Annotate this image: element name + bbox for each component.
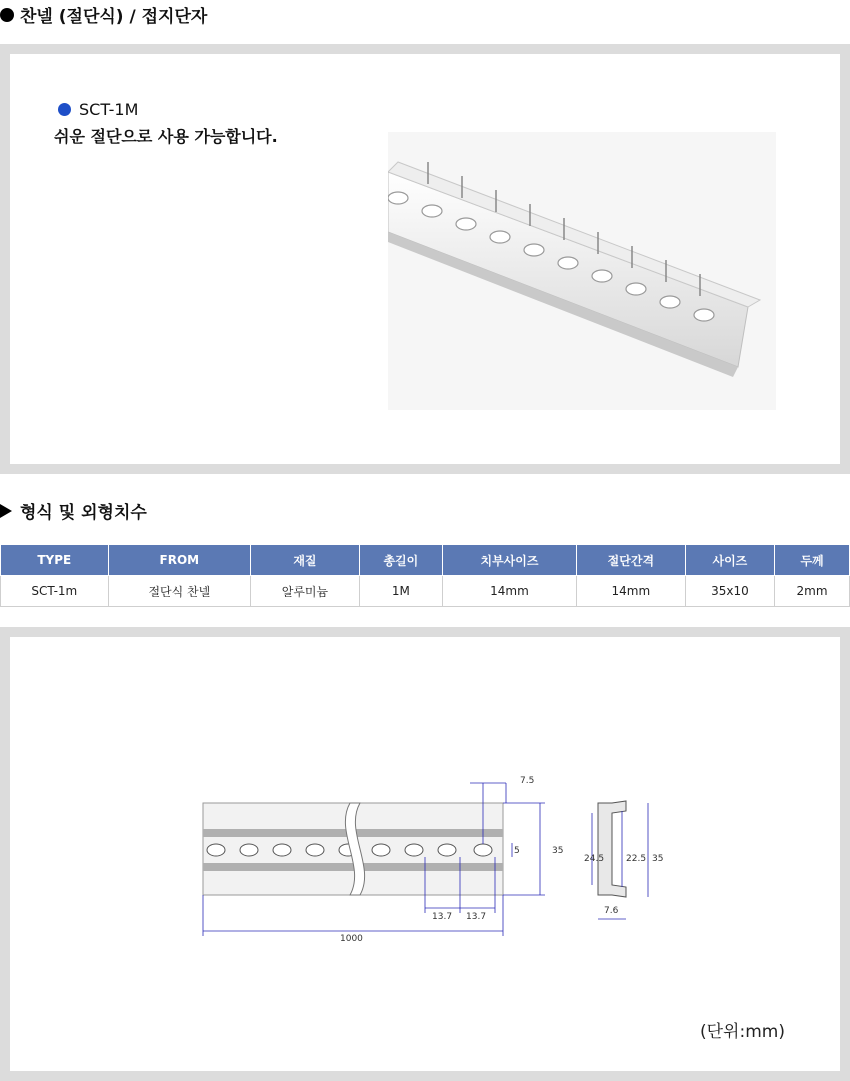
spec-header-tooth-size: 치부사이즈 — [442, 545, 576, 576]
front-view — [203, 803, 503, 895]
spec-table-header-row — [1, 545, 850, 576]
dim-35-side: 35 — [652, 854, 664, 864]
spec-cell-tooth-size: 14mm — [442, 576, 576, 607]
spec-cell-thickness: 2mm — [775, 576, 850, 607]
blue-bullet-icon — [58, 103, 71, 116]
unit-label: (단위:mm) — [700, 1022, 785, 1042]
dim-5: 5 — [514, 846, 520, 856]
spec-header-thickness: 두께 — [775, 545, 850, 576]
triangle-bullet-icon — [0, 504, 12, 518]
spec-cell-type: SCT-1m — [1, 576, 109, 607]
dimension-drawing — [200, 771, 670, 961]
channel-photo-image — [388, 132, 776, 410]
drawing-panel — [0, 627, 850, 1081]
drawing-panel-inner — [10, 637, 840, 1071]
dim-22-5: 22.5 — [626, 854, 647, 864]
spec-header-length: 총길이 — [359, 545, 442, 576]
spec-cell-cut-interval: 14mm — [577, 576, 686, 607]
spec-table — [0, 544, 850, 607]
product-panel-inner — [10, 54, 840, 464]
product-panel — [0, 44, 850, 474]
section-title-spec-text: 형식 및 외형치수 — [20, 503, 147, 523]
spec-cell-size: 35x10 — [685, 576, 774, 607]
dim-7-6: 7.6 — [604, 906, 619, 916]
dim-1000: 1000 — [340, 934, 363, 944]
spec-cell-material: 알루미늄 — [251, 576, 360, 607]
technical-drawing — [200, 771, 670, 961]
spec-header-size: 사이즈 — [685, 545, 774, 576]
dim-7-5: 7.5 — [520, 776, 535, 786]
dim-13-7-a: 13.7 — [432, 912, 453, 922]
dim-13-7-b: 13.7 — [466, 912, 487, 922]
section-title-spec — [0, 498, 147, 523]
spec-header-material: 재질 — [251, 545, 360, 576]
product-name-text: SCT-1M — [79, 100, 139, 119]
dim-24-5: 24.5 — [584, 854, 605, 864]
spec-header-type: TYPE — [1, 545, 109, 576]
section-title-text: 찬넬 (절단식) / 접지단자 — [20, 7, 208, 27]
spec-header-cut-interval: 절단간격 — [577, 545, 686, 576]
product-description: 쉬운 절단으로 사용 가능합니다. — [54, 127, 278, 146]
spec-cell-from: 절단식 찬넬 — [108, 576, 251, 607]
product-name — [58, 100, 138, 119]
spec-cell-length: 1M — [359, 576, 442, 607]
dim-35-front: 35 — [552, 846, 564, 856]
table-row — [1, 576, 850, 607]
bullet-icon — [0, 8, 14, 22]
section-title-channel — [0, 2, 207, 27]
product-photo — [388, 132, 776, 410]
spec-header-from: FROM — [108, 545, 251, 576]
